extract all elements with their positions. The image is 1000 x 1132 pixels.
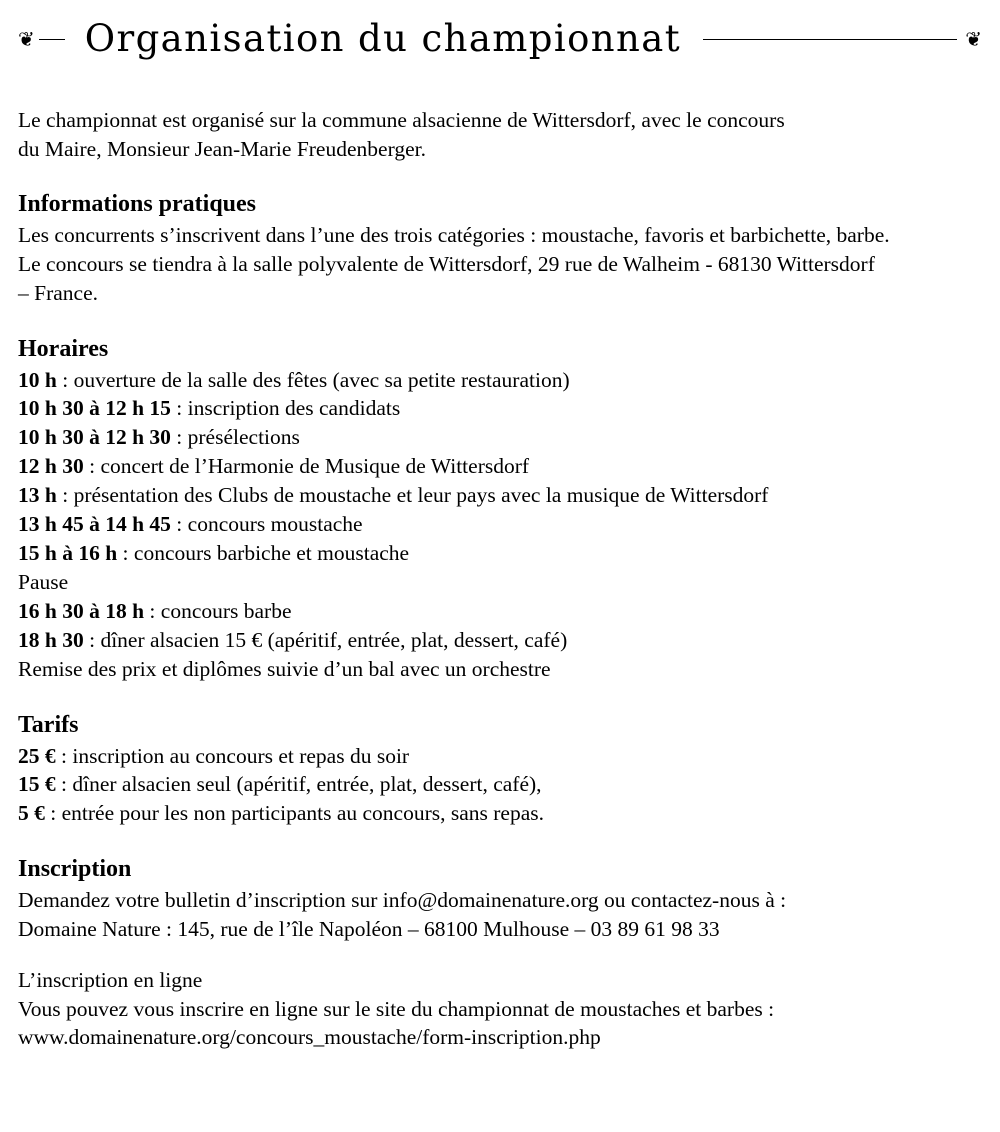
floral-ornament-left-icon: ❦ xyxy=(18,29,35,51)
tarif-price: 5 € xyxy=(18,801,45,826)
inscription-spacer xyxy=(18,944,982,966)
horaires-text: : concours barbiche et moustache xyxy=(117,541,410,566)
intro-line-2: du Maire, Monsieur Jean-Marie Freudenberger. xyxy=(18,136,426,161)
inscription-url[interactable]: www.domainenature.org/concours_moustache/form-inscription.php xyxy=(18,1025,601,1050)
horaires-time: 12 h 30 xyxy=(18,454,84,479)
horaires-list xyxy=(18,366,982,684)
tarif-text: : inscription au concours et repas du soir xyxy=(55,743,410,768)
list-item xyxy=(18,742,982,771)
horaires-text: : concert de l’Harmonie de Musique de Wittersdorf xyxy=(83,454,530,479)
tarif-text: : entrée pour les non participants au concours, sans repas. xyxy=(44,801,544,826)
document-header xyxy=(18,0,982,76)
horaires-text: : concours barbe xyxy=(144,598,292,623)
list-item xyxy=(18,539,982,568)
list-item xyxy=(18,655,982,684)
list-item xyxy=(18,799,982,828)
inscription-subheading: L’inscription en ligne xyxy=(18,967,203,992)
inscription-line-2: Domaine Nature : 145, rue de l’île Napoléon – 68100 Mulhouse – 03 89 61 98 33 xyxy=(18,917,720,942)
horaires-time: 10 h 30 à 12 h 30 xyxy=(18,425,171,450)
section-heading-inscription: Inscription xyxy=(18,856,132,883)
section-heading-informations: Informations pratiques xyxy=(18,191,257,218)
header-rule-left xyxy=(39,39,65,40)
list-item xyxy=(18,366,982,395)
informations-line-3: – France. xyxy=(18,280,98,305)
section-inscription-body xyxy=(18,886,982,1052)
list-item xyxy=(18,481,982,510)
horaires-text: : présentation des Clubs de moustache et leur pays avec la musique de Wittersdorf xyxy=(56,483,769,508)
horaires-time: 10 h xyxy=(18,367,57,392)
list-item xyxy=(18,510,982,539)
horaires-text: Remise des prix et diplômes suivie d’un bal avec un orchestre xyxy=(18,656,551,681)
tarifs-list xyxy=(18,742,982,829)
horaires-text: : inscription des candidats xyxy=(170,396,401,421)
list-item xyxy=(18,770,982,799)
section-heading-tarifs: Tarifs xyxy=(18,711,79,738)
horaires-time: 13 h 45 à 14 h 45 xyxy=(18,512,171,537)
horaires-text: : concours moustache xyxy=(170,512,363,537)
inscription-line-1: Demandez votre bulletin d’inscription sur info@domainenature.org ou contactez-nous à : xyxy=(18,888,787,913)
list-item xyxy=(18,423,982,452)
informations-line-1: Les concurrents s’inscrivent dans l’une des trois catégories : moustache, favoris et barbichette, barbe. xyxy=(18,223,890,248)
horaires-time: 18 h 30 xyxy=(18,627,84,652)
horaires-time: 15 h à 16 h xyxy=(18,541,118,566)
header-rule-right xyxy=(703,39,957,40)
list-item xyxy=(18,626,982,655)
tarif-price: 25 € xyxy=(18,743,56,768)
horaires-text: : dîner alsacien 15 € (apéritif, entrée, plat, dessert, café) xyxy=(83,627,568,652)
page-title: Organisation du championnat xyxy=(84,16,681,60)
list-item xyxy=(18,452,982,481)
list-item xyxy=(18,597,982,626)
list-item xyxy=(18,394,982,423)
inscription-line-3: Vous pouvez vous inscrire en ligne sur le site du championnat de moustaches et barbes : xyxy=(18,996,775,1021)
section-heading-horaires: Horaires xyxy=(18,335,109,362)
horaires-text: : ouverture de la salle des fêtes (avec sa petite restauration) xyxy=(56,367,570,392)
tarif-text: : dîner alsacien seul (apéritif, entrée, plat, dessert, café), xyxy=(55,772,542,797)
horaires-time: 13 h xyxy=(18,483,57,508)
list-item xyxy=(18,568,982,597)
intro-paragraph xyxy=(18,106,982,163)
horaires-time: 16 h 30 à 18 h xyxy=(18,598,145,623)
horaires-time: 10 h 30 à 12 h 15 xyxy=(18,396,171,421)
floral-ornament-right-icon: ❦ xyxy=(965,29,982,51)
horaires-text: Pause xyxy=(18,569,69,594)
informations-line-2: Le concours se tiendra à la salle polyvalente de Wittersdorf, 29 rue de Walheim - 68130 Wittersdorf xyxy=(18,251,875,276)
tarif-price: 15 € xyxy=(18,772,56,797)
section-informations-body xyxy=(18,221,982,307)
intro-line-1: Le championnat est organisé sur la commune alsacienne de Wittersdorf, avec le concours xyxy=(18,108,785,132)
horaires-text: : présélections xyxy=(170,425,300,450)
